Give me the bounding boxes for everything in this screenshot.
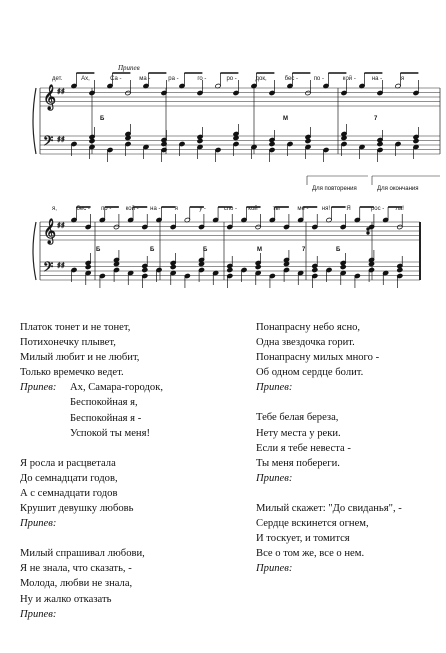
lyric-syllable: ра - [168,76,179,82]
note-head [197,138,203,143]
note-head [269,141,275,146]
refrain-marker: Припев: [256,382,293,394]
lyrics-system-2 [52,205,404,212]
lyric-syllable: Са - [110,76,122,82]
verse-line: Милый спрашивал любови, [20,548,145,560]
lyric-syllable: я, [52,206,57,212]
lyric-syllable: по - [313,76,324,82]
lyric-syllable: у - [199,206,206,212]
key-signature-icon: ♯♯ [57,135,65,144]
verse-line: Все о том же, все о нем. [256,548,365,560]
refrain-marker: Припев: [20,518,57,530]
verses-left-column [20,320,230,622]
lyric-syllable: ня! [321,206,331,212]
section-label-refrain: Припев [118,64,140,72]
verse-line: Беспокойная я - [70,412,142,424]
treble-clef-icon: 𝄞 [43,219,57,244]
key-signature-icon: ♯♯ [57,261,65,270]
stanza-gap [256,486,436,501]
stanza-gap [256,395,436,410]
lyric-syllable: на - [371,76,383,82]
lyric-syllable: ро - [226,76,237,82]
note-head [227,267,233,272]
verse-line: Милый скажет: "До свиданья", - [256,502,402,514]
verse-line: Молода, любви не знала, [20,578,133,590]
note-head [312,267,318,272]
lyric-syllable: Я [346,206,351,212]
volta-1-label: Для повторения [312,186,357,192]
chord-symbol: 7 [302,247,306,253]
verse-line: Ты меня побереги. [256,457,340,469]
chord-symbol: М [283,116,288,122]
lyric-syllable: по - [101,206,112,212]
verse-line: Милый любит и не любит, [20,352,140,364]
lyric-syllable: рос - [370,206,385,212]
music-score [0,0,446,300]
refrain-marker: Припев: [256,472,293,484]
verse-line: Тебе белая береза, [256,412,339,424]
lyric-syllable: кой [248,206,258,212]
verse-line: И тоскует, и томится [256,533,350,545]
lyric-syllable: я [400,76,405,82]
verse-line: Нету места у реки. [256,427,341,439]
verse-line [20,380,230,395]
note-head [305,138,311,143]
verse-line: Платок тонет и не тонет, [20,322,131,333]
verse-line: Если я тебе невеста - [256,442,351,454]
verse-line: Я росла и расцветала [20,457,116,469]
note-head [170,264,176,269]
chord-symbol: Б [100,116,105,122]
verse-line: Я не знала, что сказать, - [20,563,132,575]
lyric-syllable: на - [150,206,161,212]
note-head [85,264,91,269]
lyric-syllable: дет. [52,76,63,82]
bass-clef-icon: 𝄢 [43,259,54,278]
lyric-syllable: ме - [297,206,309,212]
verse-line: А с семнадцати годов [20,487,118,499]
lyric-syllable: ла! [395,206,404,212]
verse-line: Только времечко ведет. [20,367,124,379]
verse-line: Сердце вскинется огнем, [256,518,369,530]
lyric-syllable: ма - [139,76,151,82]
verse-line: Успокой ты меня! [70,427,150,439]
treble-clef-icon: 𝄞 [43,85,57,110]
note-head [255,264,261,269]
note-head [397,267,403,272]
lyric-syllable: бес - [76,206,90,212]
refrain-label: Припев: [20,382,57,394]
refrain-marker: Припев: [20,608,57,620]
lyric-syllable: кой - [125,206,139,212]
lyric-syllable: бес - [284,76,298,82]
key-signature-icon: ♯♯ [57,87,65,96]
volta-2-label: Для окончания [377,186,419,192]
chord-symbol: Б [203,247,208,253]
verses-right-column [256,320,436,576]
note-head [413,138,419,143]
verse-line: До семнадцати годов, [20,472,118,484]
chord-symbol: М [257,247,262,253]
chord-symbol: Б [150,247,155,253]
lyric-syllable: док, [255,76,267,82]
lyric-syllable: я [174,206,178,212]
lyrics-system-1 [52,75,404,82]
stanza-gap [20,441,230,456]
verse-line: Понапрасну небо ясно, [256,322,361,333]
volta-brackets [307,176,440,192]
verse-line: Понапрасну милых много - [256,352,380,364]
verse-line: Об одном сердце болит. [256,367,364,379]
refrain-marker: Припев: [256,563,293,575]
note-head [89,138,95,143]
chord-symbol: Б [96,247,101,253]
key-signature-icon: ♯♯ [57,221,65,230]
verse-line: Ну и жалко отказать [20,593,112,605]
lyric-syllable: го - [197,76,207,82]
verse-line: Одна звездочка горит. [256,337,355,349]
verse-line: Беспокойная я, [70,397,138,409]
verse-line: Крушит девушку любовь [20,503,134,515]
lyric-syllable: ты [272,206,280,212]
note-head [142,267,148,272]
stanza-gap [20,531,230,546]
refrain-line: Ах, Самара-городок, [70,382,164,394]
bass-clef-icon: 𝄢 [43,133,54,152]
chord-symbol: 7 [374,116,378,122]
lyric-syllable: Ах, [81,76,90,82]
note-head [340,264,346,269]
lyric-syllable: кой - [342,76,356,82]
note-head [377,141,383,146]
verse-line: Потихонечку плывет, [20,337,116,349]
lyric-syllable: спо - [223,206,237,212]
chord-symbol: Б [336,247,341,253]
